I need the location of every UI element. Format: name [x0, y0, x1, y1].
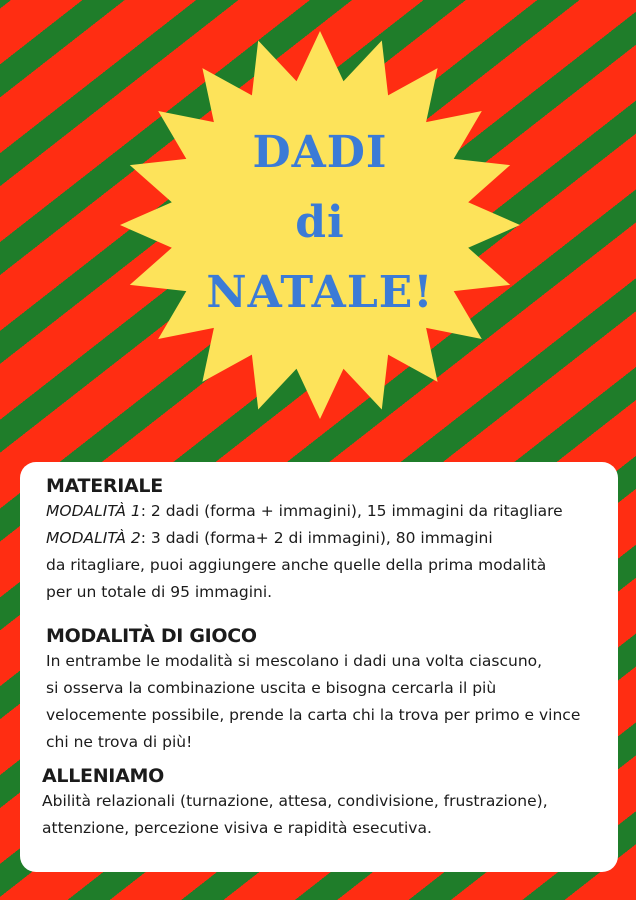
title-line-3: NATALE!: [206, 267, 434, 318]
gioco-line: si osserva la combinazione uscita e bisogna cercarla il più: [46, 679, 497, 697]
materiale-line-1: [46, 498, 563, 525]
gioco-heading: MODALITÀ DI GIOCO: [46, 625, 257, 647]
modalita-2-text: : 3 dadi (forma+ 2 di immagini), 80 immagini: [140, 529, 493, 547]
info-card: [20, 462, 618, 872]
section-modalita-gioco: [46, 624, 580, 756]
materiale-line-4: per un totale di 95 immagini.: [46, 583, 273, 601]
gioco-line: velocemente possibile, prende la carta chi la trova per primo e vince: [46, 706, 581, 724]
alleniamo-heading: ALLENIAMO: [42, 765, 164, 787]
materiale-line-3: da ritagliare, puoi aggiungere anche quelle della prima modalità: [46, 556, 547, 574]
section-alleniamo: [42, 764, 548, 842]
alleniamo-line: Abilità relazionali (turnazione, attesa, condivisione, frustrazione),: [42, 792, 548, 810]
poster-title: [170, 118, 470, 328]
materiale-line-2: [46, 525, 563, 552]
title-line-1: DADI: [252, 127, 388, 178]
section-materiale: [46, 474, 563, 606]
modalita-1-text: : 2 dadi (forma + immagini), 15 immagini da ritagliare: [140, 502, 563, 520]
title-line-2: di: [295, 197, 345, 248]
modalita-2-label: MODALITÀ 2: [46, 529, 141, 547]
gioco-line: chi ne trova di più!: [46, 733, 193, 751]
modalita-1-label: MODALITÀ 1: [46, 502, 141, 520]
gioco-line: In entrambe le modalità si mescolano i dadi una volta ciascuno,: [46, 652, 543, 670]
materiale-heading: MATERIALE: [46, 475, 163, 497]
alleniamo-line: attenzione, percezione visiva e rapidità esecutiva.: [42, 819, 432, 837]
